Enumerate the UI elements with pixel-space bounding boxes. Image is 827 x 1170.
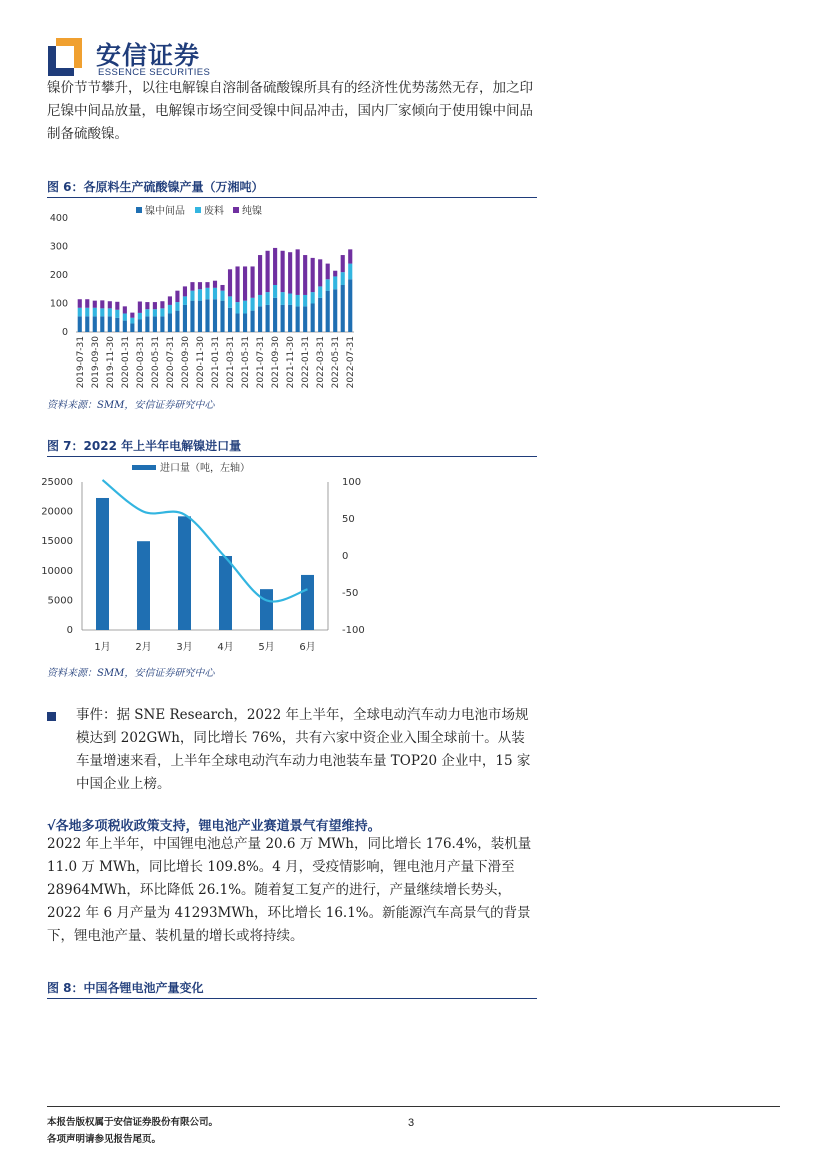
bar-segment	[93, 301, 97, 308]
bar-segment	[341, 285, 345, 332]
bar-segment	[85, 308, 89, 317]
x-tick-label: 2021-05-31	[241, 336, 252, 389]
bar-segment	[235, 313, 239, 332]
bar-segment	[296, 295, 300, 306]
y-tick-label-left: 5000	[47, 595, 73, 607]
bullet-icon	[47, 712, 56, 721]
section-heading: √各地多项税收政策支持，锂电池产业赛道景气有望维持。	[47, 819, 381, 834]
x-tick-label: 2020-01-31	[120, 336, 131, 389]
bar-segment	[273, 298, 277, 332]
logo-icon	[48, 38, 82, 76]
bar-segment	[273, 248, 277, 285]
x-tick-label: 2021-07-31	[256, 336, 267, 389]
bar-segment	[183, 305, 187, 332]
x-tick-label: 2022-07-31	[346, 336, 357, 389]
y-tick-label: 0	[61, 327, 68, 338]
figure-7-source: 资料来源：SMM，安信证券研究中心	[47, 668, 215, 679]
bar-segment	[213, 288, 217, 299]
bar-segment	[190, 291, 194, 301]
bar-segment	[258, 295, 262, 306]
bar-segment	[145, 309, 149, 316]
x-tick-label: 2020-05-31	[150, 336, 161, 389]
bar-segment	[243, 301, 247, 314]
bar-segment	[258, 306, 262, 332]
footer-copyright: 本报告版权属于安信证券股份有限公司。	[47, 1117, 219, 1128]
bar-segment	[266, 305, 270, 332]
bar-segment	[333, 271, 337, 277]
bar-segment	[228, 308, 232, 332]
bar-segment	[93, 316, 97, 332]
bar-segment	[160, 308, 164, 316]
x-tick-label: 2019-11-30	[105, 336, 116, 389]
bar-segment	[326, 264, 330, 280]
x-tick-label: 2月	[135, 642, 152, 653]
x-tick-label: 2020-11-30	[195, 336, 206, 389]
bar-segment	[160, 301, 164, 308]
y-tick-label-right: 50	[342, 514, 355, 525]
bar	[96, 498, 109, 630]
y-tick-label: 100	[49, 298, 68, 310]
bar-segment	[333, 289, 337, 332]
bar-segment	[175, 291, 179, 302]
bar-segment	[205, 299, 209, 332]
footer-rule	[47, 1106, 780, 1107]
x-tick-label: 1月	[94, 642, 111, 653]
bar-segment	[333, 276, 337, 289]
y-tick-label-right: 100	[342, 477, 362, 488]
event-paragraph: 事件：据 SNE Research，2022 年上半年，全球电动汽车动力电池市场规模达到 202GWh，同比增长 76%，共有六家中资企业入围全球前十。从装车量增速来看，上半年全球电动汽车动力电池装车量 TOP20 企业中，15 家中国企业上榜。	[76, 707, 531, 792]
bar-segment	[123, 306, 127, 313]
bar-segment	[115, 302, 119, 310]
bar-segment	[303, 295, 307, 306]
bar	[178, 516, 191, 630]
bar-segment	[251, 311, 255, 332]
figure-8-title: 图 8：中国各锂电池产量变化	[47, 981, 204, 995]
x-tick-label: 2021-11-30	[286, 336, 297, 389]
bar-segment	[266, 292, 270, 305]
bar	[260, 589, 273, 630]
bar-segment	[153, 316, 157, 332]
x-tick-label: 4月	[217, 642, 234, 653]
figure-7-title: 图 7：2022 年上半年电解镍进口量	[47, 439, 242, 453]
x-tick-label: 2021-09-30	[271, 336, 282, 389]
x-tick-label: 2020-09-30	[180, 336, 191, 389]
bar-segment	[198, 282, 202, 289]
bar-segment	[311, 292, 315, 303]
bar-segment	[115, 318, 119, 332]
legend-label: 废料	[204, 206, 224, 217]
series-line	[103, 480, 308, 602]
intro-paragraph: 镍价节节攀升，以往电解镍自溶制备硫酸镍所具有的经济性优势荡然无存，加之印尼镍中间品放量，电解镍市场空间受镍中间品冲击，国内厂家倾向于使用镍中间品制备硫酸镍。	[47, 80, 533, 142]
y-tick-label: 300	[49, 241, 68, 253]
x-tick-label: 2019-09-30	[90, 336, 101, 389]
bar-segment	[213, 281, 217, 288]
bar-segment	[175, 311, 179, 332]
x-tick-label: 2020-07-31	[165, 336, 176, 389]
y-tick-label-left: 25000	[41, 477, 73, 488]
figure-6-title: 图 6：各原料生产硫酸镍产量（万湘吨）	[47, 180, 264, 194]
bar-segment	[318, 298, 322, 332]
bar-segment	[243, 266, 247, 300]
y-tick-label-right: -50	[342, 588, 359, 599]
bar-segment	[153, 302, 157, 309]
bar-segment	[318, 286, 322, 297]
bar-segment	[296, 306, 300, 332]
bar-segment	[228, 296, 232, 307]
section-paragraph: 2022 年上半年，中国锂电池总产量 20.6 万 MWh，同比增长 176.4%，装机量 11.0 万 MWh，同比增长 109.8%。4 月，受疫情影响，锂电池月产量下滑至 28964MWh，环比降低 26.1%。随着复工复产的进行，产量继续增长势头，2022 年 6 月产量为 41293MWh，环比增长 16.1%。新能源汽车高景气的背景下，锂电池产量、装机量的增长或将持续。	[47, 836, 532, 944]
footer-disclaimer: 各项声明请参见报告尾页。	[47, 1134, 162, 1145]
bar-segment	[266, 251, 270, 292]
bar-segment	[78, 316, 82, 332]
logo-text: 安信证券	[96, 41, 201, 70]
bar-segment	[243, 313, 247, 332]
bar-segment	[130, 313, 134, 318]
bar-segment	[303, 255, 307, 295]
bar-segment	[190, 301, 194, 332]
bar-segment	[100, 316, 104, 332]
x-tick-label: 2020-03-31	[135, 336, 146, 389]
bar-segment	[348, 264, 352, 280]
bar-segment	[123, 321, 127, 332]
bar-segment	[78, 308, 82, 317]
bar-segment	[190, 282, 194, 291]
bar-segment	[168, 296, 172, 305]
y-tick-label-left: 15000	[41, 536, 73, 548]
bar	[301, 575, 314, 630]
figure-7-chart	[40, 458, 380, 658]
bar-segment	[93, 308, 97, 317]
bar-segment	[235, 302, 239, 313]
bar	[137, 541, 150, 630]
bar-segment	[326, 279, 330, 290]
y-tick-label-right: 0	[342, 551, 349, 562]
x-tick-label: 5月	[258, 642, 275, 653]
bar-segment	[138, 313, 142, 319]
bar-segment	[341, 272, 345, 285]
legend-swatch	[136, 207, 142, 213]
x-tick-label: 2021-03-31	[226, 336, 237, 389]
bar-segment	[205, 282, 209, 288]
bar-segment	[183, 296, 187, 305]
y-tick-label: 200	[49, 270, 68, 281]
figure-6-source: 资料来源：SMM，安信证券研究中心	[47, 400, 215, 411]
bar-segment	[123, 313, 127, 320]
bar-segment	[296, 249, 300, 295]
bar-segment	[281, 292, 285, 305]
bar-segment	[311, 258, 315, 292]
bar-segment	[251, 266, 255, 297]
bar-segment	[100, 308, 104, 316]
bar-segment	[220, 301, 224, 332]
logo-subtext: ESSENCE SECURITIES	[98, 67, 211, 78]
bar-segment	[198, 289, 202, 300]
bar-segment	[160, 316, 164, 332]
bar-segment	[198, 301, 202, 332]
legend-label: 纯镍	[242, 206, 262, 217]
bar-segment	[311, 304, 315, 333]
x-tick-label: 2021-01-31	[211, 336, 221, 389]
x-tick-label: 2022-03-31	[316, 336, 327, 389]
bar-segment	[273, 285, 277, 298]
figure-6-rule	[47, 197, 537, 198]
figure-7-rule	[47, 456, 537, 457]
bar-segment	[348, 279, 352, 332]
bar-segment	[213, 299, 217, 332]
figure-8-rule	[47, 998, 537, 999]
legend-label: 进口量（吨，左轴）	[160, 463, 250, 474]
bar-segment	[138, 319, 142, 332]
legend-swatch	[195, 207, 201, 213]
bar-segment	[130, 323, 134, 332]
bar-segment	[78, 299, 82, 308]
bar-segment	[145, 316, 149, 332]
bar-segment	[130, 318, 134, 324]
bar-segment	[341, 255, 345, 272]
bar-segment	[258, 255, 262, 295]
bar-segment	[108, 308, 112, 316]
bar-segment	[153, 309, 157, 316]
y-tick-label-left: 0	[66, 625, 73, 636]
bar-segment	[318, 259, 322, 286]
figure-6-chart	[40, 200, 360, 392]
bar-segment	[138, 302, 142, 313]
bar-segment	[108, 316, 112, 332]
legend-swatch	[132, 465, 156, 470]
bar-segment	[175, 302, 179, 311]
bar-segment	[220, 291, 224, 301]
bar-segment	[145, 302, 149, 309]
y-tick-label-left: 10000	[41, 565, 73, 577]
legend-swatch	[233, 207, 239, 213]
bar-segment	[168, 305, 172, 314]
x-tick-label: 6月	[299, 642, 316, 653]
bar-segment	[251, 298, 255, 311]
bar-segment	[288, 252, 292, 293]
legend-label: 镍中间品	[145, 206, 185, 217]
bar-segment	[115, 310, 119, 318]
bar-segment	[85, 316, 89, 332]
bar-segment	[205, 288, 209, 299]
y-tick-label: 400	[49, 213, 68, 224]
bar-segment	[281, 305, 285, 332]
bar-segment	[281, 251, 285, 292]
bar-segment	[348, 249, 352, 263]
bar-segment	[108, 301, 112, 308]
bar-segment	[168, 313, 172, 332]
bar-segment	[288, 305, 292, 332]
bar-segment	[326, 291, 330, 332]
bar-segment	[288, 294, 292, 305]
bar-segment	[183, 286, 187, 296]
x-tick-label: 2022-01-31	[301, 336, 312, 389]
bar-segment	[235, 266, 239, 302]
page-number: 3	[408, 1117, 415, 1129]
bar-segment	[220, 285, 224, 291]
y-tick-label-right: -100	[342, 625, 365, 636]
y-tick-label-left: 20000	[41, 506, 73, 518]
x-tick-label: 2019-07-31	[75, 336, 86, 389]
bar	[219, 556, 232, 630]
bar-segment	[228, 269, 232, 296]
x-tick-label: 3月	[176, 642, 193, 653]
bar-segment	[303, 306, 307, 332]
x-tick-label: 2022-05-31	[331, 336, 342, 389]
bar-segment	[85, 299, 89, 308]
bar-segment	[100, 300, 104, 308]
